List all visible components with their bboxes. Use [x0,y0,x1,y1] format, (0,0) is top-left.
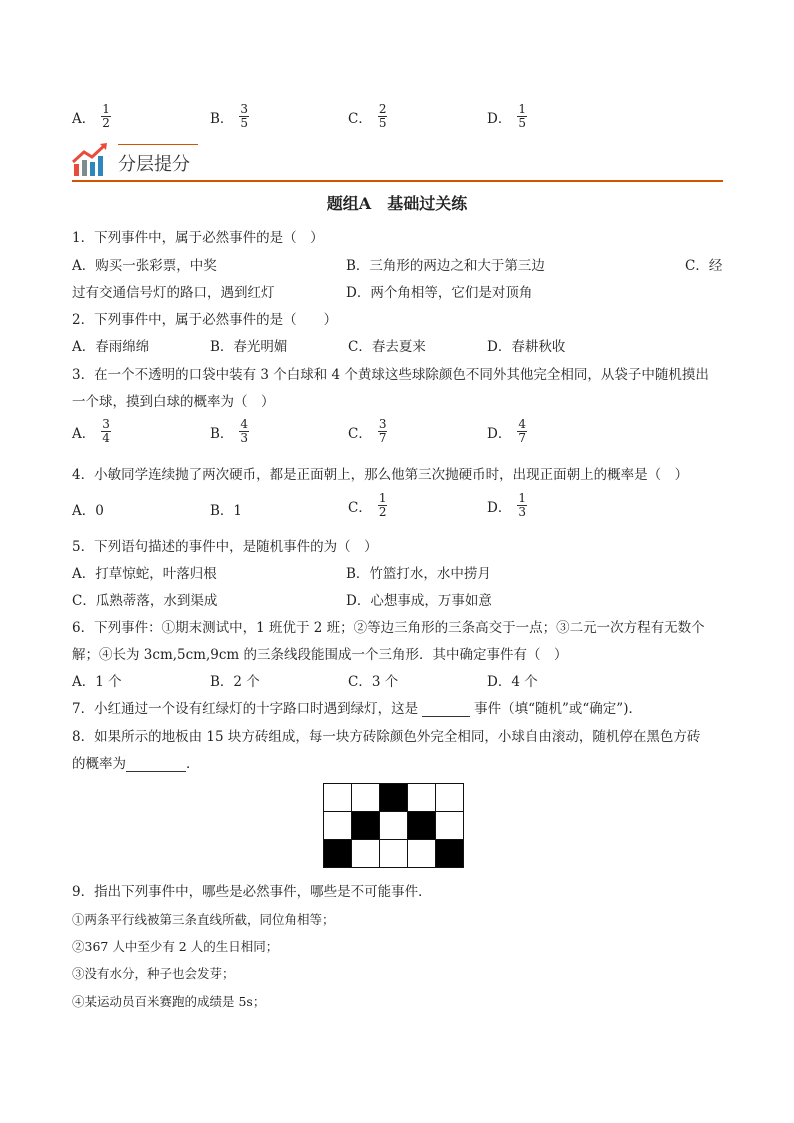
q7-answer-blank[interactable] [422,702,470,717]
white-tile [436,784,464,812]
q4-option-a: A．0 [72,503,104,519]
q3-option-c: C． $\frac{3}{7}$ [348,417,387,445]
q1-option-a: A．购买一张彩票，中奖 [72,258,217,274]
q6-stem-2: 解；④长为 3cm,5cm,9cm 的三条线段能围成一个三角形．其中确定事件有（ ） [72,647,568,663]
fraction: $\frac{1}{2}$ [378,491,387,519]
q4-option-d: D． $\frac{1}{3}$ [487,491,526,519]
q5-option-d: D．心想事成，万事如意 [346,593,492,609]
fraction: $\frac{1}{5}$ [518,102,526,130]
q6-option-a: A．1 个 [72,674,122,690]
floor-tile-grid [323,783,464,868]
section-header [72,142,723,184]
fraction: $\frac{3}{4}$ [102,417,110,445]
grid-row [324,840,464,868]
grid-row [324,812,464,840]
q2-option-a: A．春雨绵绵 [72,339,150,355]
q9-item-2: ②367 人中至少有 2 人的生日相同； [72,939,279,954]
black-tile [408,812,436,840]
white-tile [324,812,352,840]
q3-option-b: B． $\frac{4}{3}$ [210,417,249,445]
q6-option-d: D．4 个 [487,674,538,690]
q9-item-4: ④某运动员百米赛跑的成绩是 5s； [72,994,266,1009]
white-tile [352,840,380,868]
q1-option-c-start: C．经 [685,258,723,274]
fraction: $\frac{1}{2}$ [102,102,110,130]
white-tile [352,784,380,812]
top-option-a: A． $\frac{1}{2}$ [72,102,110,130]
q4-stem: 4．小敏同学连续抛了两次硬币，都是正面朝上，那么他第三次抛硬币时，出现正面朝上的概率是（ ） [72,467,689,483]
q2-stem: 2．下列事件中，属于必然事件的是（ ） [72,312,338,328]
section-title: 分层提分 [118,154,190,175]
q4-option-b: B．1 [210,503,243,519]
group-title: 题组A 基础过关练 [326,194,468,213]
q3-stem-2: 一个球，摸到白球的概率为（ ） [72,394,275,410]
q1-option-b: B．三角形的两边之和大于第三边 [346,258,545,274]
q5-option-b: B．竹篮打水，水中捞月 [346,566,491,582]
black-tile [436,840,464,868]
q2-option-b: B．春光明媚 [210,339,288,355]
fraction: $\frac{3}{7}$ [378,417,387,445]
q3-option-d: D． $\frac{4}{7}$ [487,417,526,445]
fraction: $\frac{3}{5}$ [240,102,249,130]
q9-stem: 9．指出下列事件中，哪些是必然事件，哪些是不可能事件． [72,884,432,900]
q8-line-2: 的概率为 ． [72,756,200,772]
white-tile [408,784,436,812]
grid-row [324,784,464,812]
q8-answer-blank[interactable] [126,757,186,772]
q3-stem-1: 3．在一个不透明的口袋中装有 3 个白球和 4 个黄球这些球除颜色不同外其他完全相同，从袋子中随机摸出 [72,367,709,383]
q5-option-c: C．瓜熟蒂落，水到渠成 [72,593,218,609]
fraction: $\frac{2}{5}$ [378,102,387,130]
top-option-b: B． $\frac{3}{5}$ [210,102,249,130]
q6-option-c: C．3 个 [348,674,399,690]
q2-option-d: D．春耕秋收 [487,339,566,355]
q5-stem: 5．下列语句描述的事件中，是随机事件的为（ ） [72,539,378,555]
fraction: $\frac{4}{7}$ [518,417,526,445]
white-tile [380,812,408,840]
q1-option-c-rest: 过有交通信号灯的路口，遇到红灯 [72,285,275,301]
q1-stem: 1．下列事件中，属于必然事件的是（ ） [72,230,324,246]
q9-item-1: ①两条平行线被第三条直线所截，同位角相等； [72,912,335,927]
black-tile [380,784,408,812]
fraction: $\frac{4}{3}$ [240,417,249,445]
q9-item-3: ③没有水分，种子也会发芽； [72,966,235,981]
q8-stem-1: 8．如果所示的地板由 15 块方砖组成，每一块方砖除颜色外完全相同，小球自由滚动，随机停在黑色方砖 [72,729,701,745]
section-rule [72,180,723,182]
q7-line: 7．小红通过一个设有红绿灯的十字路口时遇到绿灯，这是 事件（填“随机”或“确定”)． [72,701,642,717]
q4-option-c: C． $\frac{1}{2}$ [348,491,387,519]
q5-option-a: A．打草惊蛇，叶落归根 [72,566,217,582]
q6-stem-1: 6．下列事件：①期末测试中，1 班优于 2 班；②等边三角形的三条高交于一点；③二元一次方程有无数个 [72,620,705,636]
white-tile [324,784,352,812]
white-tile [436,812,464,840]
fraction: $\frac{1}{3}$ [518,491,526,519]
q1-option-d: D．两个角相等，它们是对顶角 [346,285,533,301]
top-option-d: D． $\frac{1}{5}$ [487,102,526,130]
q3-option-a: A． $\frac{3}{4}$ [72,417,110,445]
title-overline [118,144,198,145]
rising-bar-chart-icon [72,142,110,178]
top-option-c: C． $\frac{2}{5}$ [348,102,387,130]
black-tile [352,812,380,840]
white-tile [408,840,436,868]
white-tile [380,840,408,868]
black-tile [324,840,352,868]
q6-option-b: B．2 个 [210,674,260,690]
q2-option-c: C．春去夏来 [348,339,426,355]
